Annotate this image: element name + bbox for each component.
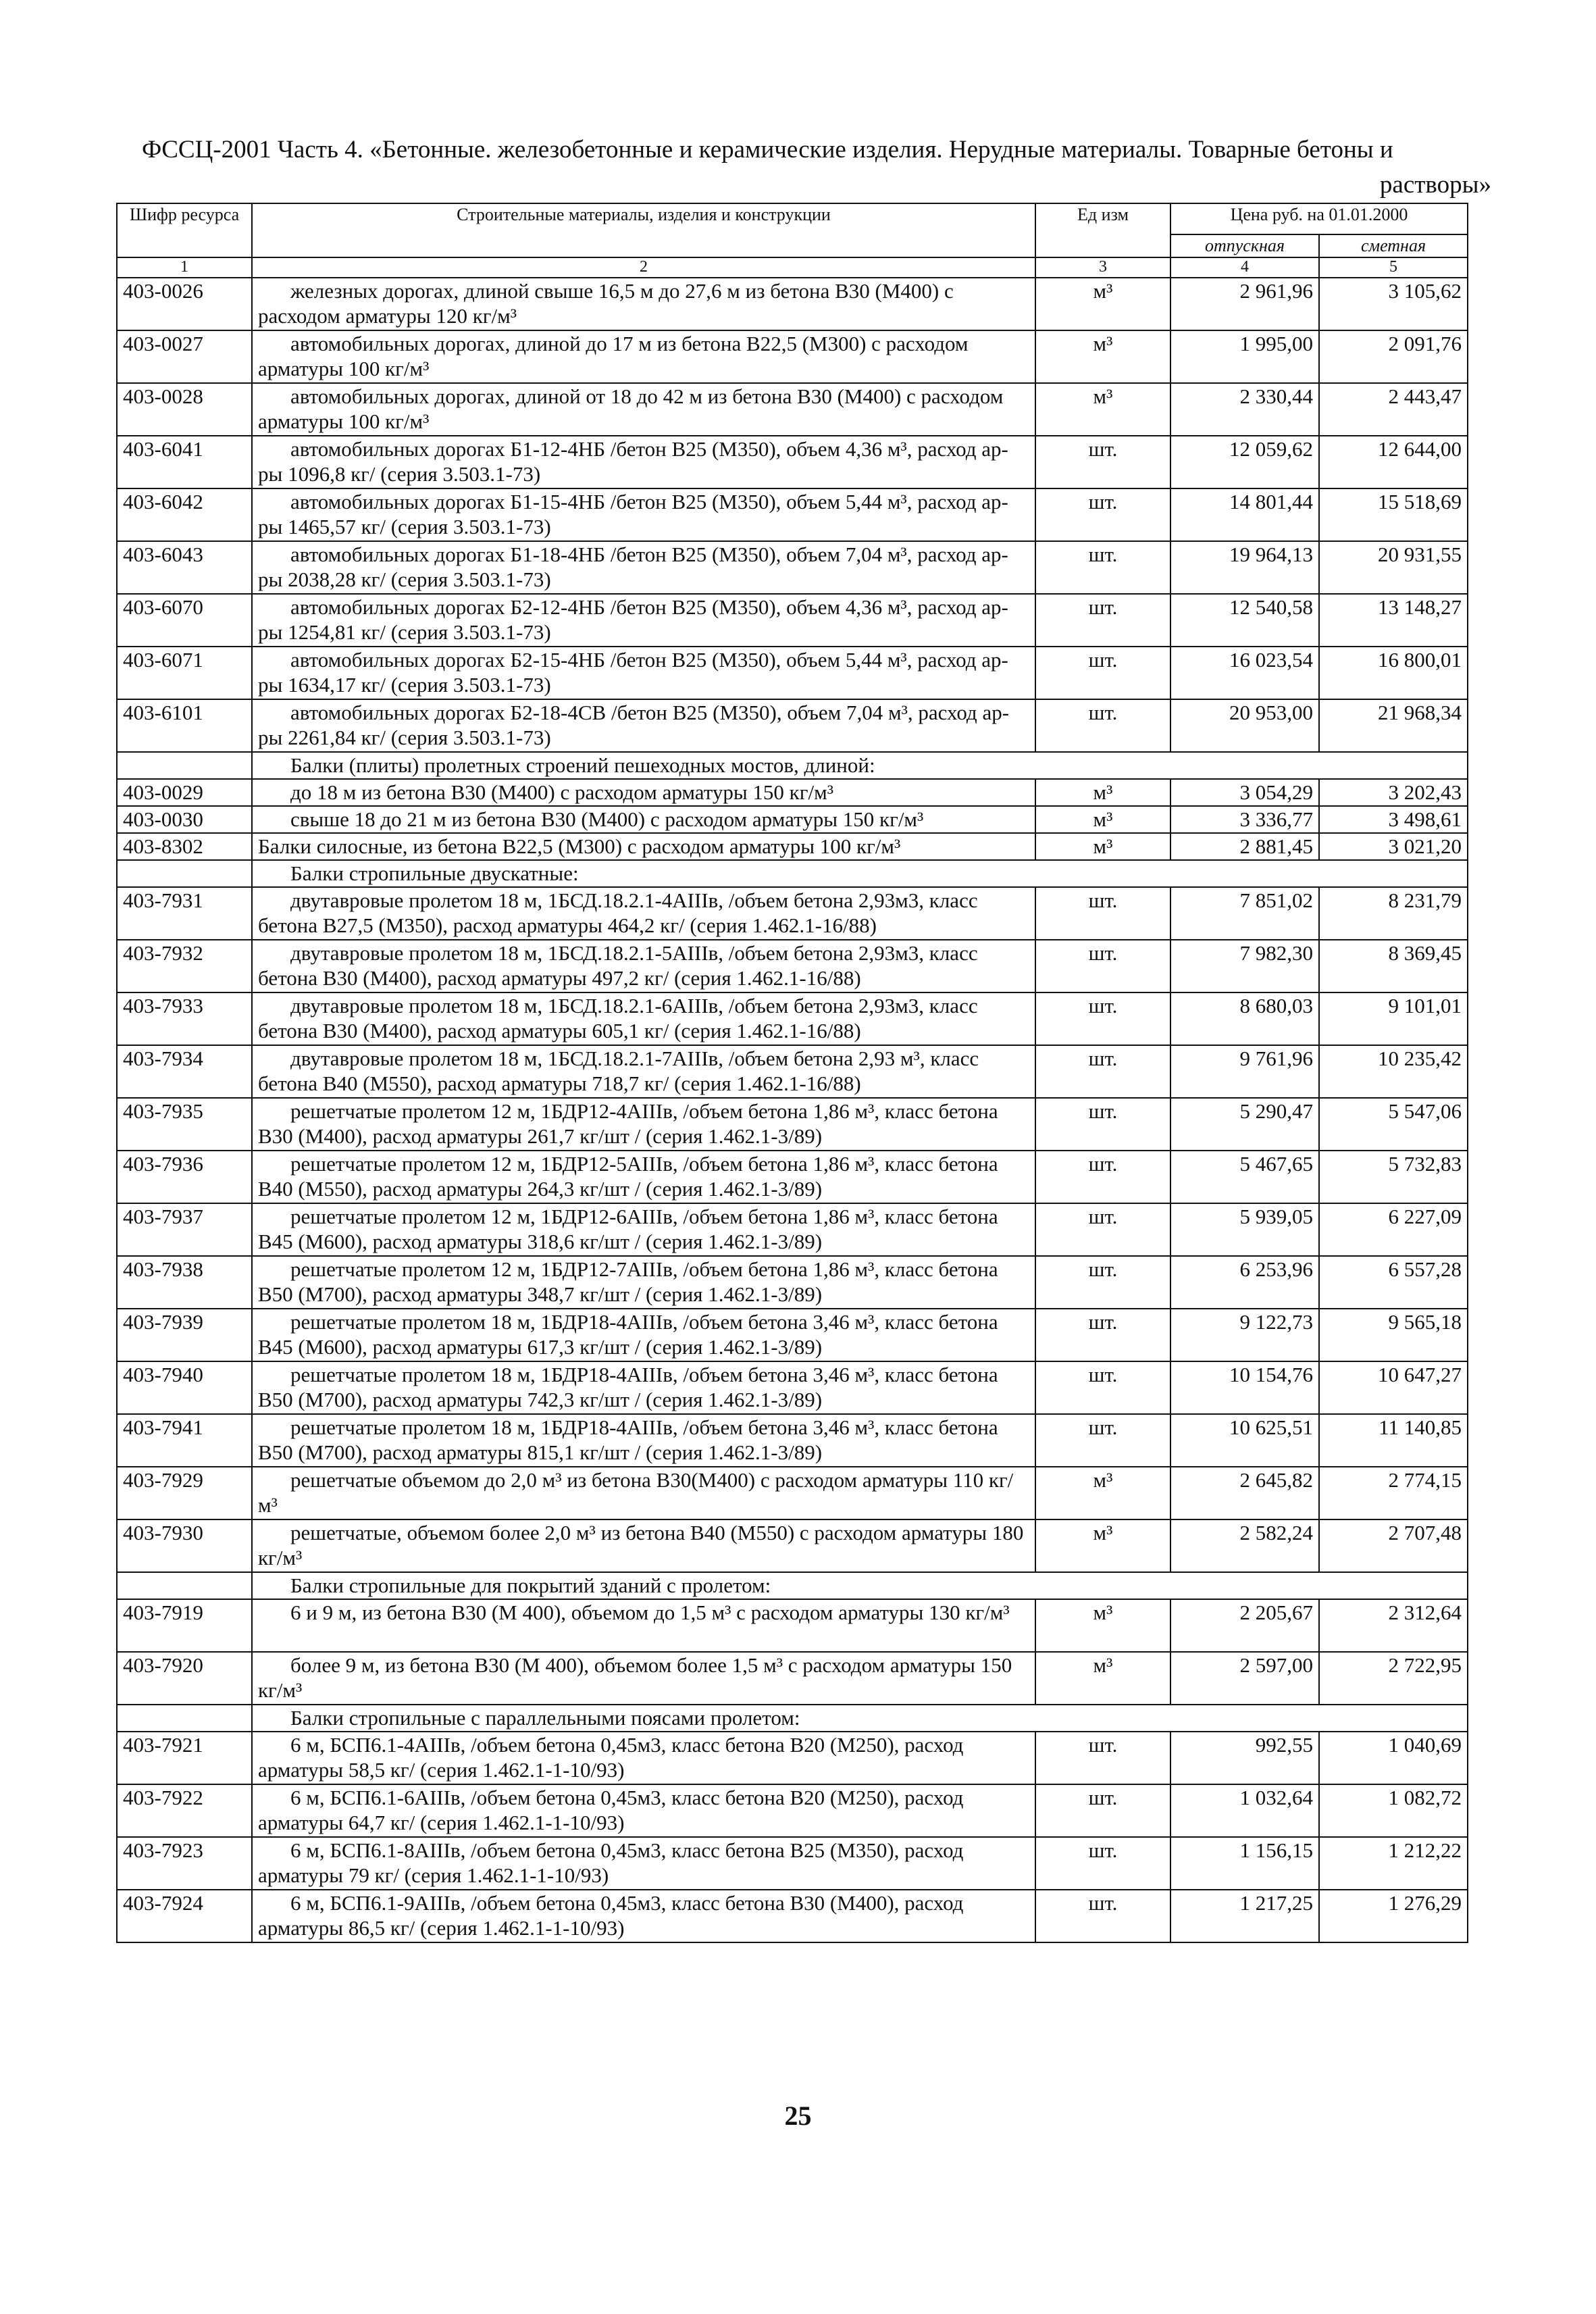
price-estimate-cell: 1 040,69: [1319, 1732, 1468, 1784]
table-row: [117, 1890, 1468, 1942]
table-row: [117, 1784, 1468, 1837]
price-estimate-cell: 2 774,15: [1319, 1467, 1468, 1519]
name-cell: до 18 м из бетона В30 (М400) с расходом арматуры 150 кг/м³: [252, 779, 1035, 806]
name-cell: автомобильных дорогах Б2-18-4СВ /бетон В25 (М350), объем 7,04 м³, расход ар-ры 2261,84 кг/ (серия 3.503.1-73): [252, 699, 1035, 752]
name-cell: более 9 м, из бетона В30 (М 400), объемом более 1,5 м³ с расходом арматуры 150 кг/м³: [252, 1652, 1035, 1705]
name-cell: Балки силосные, из бетона В22,5 (М300) с расходом арматуры 100 кг/м³: [252, 833, 1035, 860]
section-row: [117, 860, 1468, 887]
name-cell: автомобильных дорогах Б1-18-4НБ /бетон В25 (М350), объем 7,04 м³, расход ар-ры 2038,28 кг/ (серия 3.503.1-73): [252, 541, 1035, 594]
table-row: [117, 1599, 1468, 1652]
table-row: [117, 1467, 1468, 1519]
code-cell: 403-0026: [117, 278, 252, 330]
name-cell: автомобильных дорогах Б2-15-4НБ /бетон В25 (М350), объем 5,44 м³, расход ар-ры 1634,17 кг/ (серия 3.503.1-73): [252, 647, 1035, 699]
column-header-price-estimate: сметная: [1319, 234, 1468, 257]
page-header: [142, 132, 1491, 203]
code-cell: 403-7921: [117, 1732, 252, 1784]
code-cell: 403-7940: [117, 1361, 252, 1414]
section-title: Балки стропильные с параллельными поясами пролетом:: [252, 1705, 1468, 1732]
unit-cell: м³: [1035, 1519, 1170, 1572]
unit-cell: м³: [1035, 833, 1170, 860]
price-estimate-cell: 2 312,64: [1319, 1599, 1468, 1652]
name-cell: решетчатые, объемом более 2,0 м³ из бетона В40 (М550) с расходом арматуры 180 кг/м³: [252, 1519, 1035, 1572]
table-row: [117, 887, 1468, 940]
document-title-line-1: ФССЦ-2001 Часть 4. «Бетонные. железобетонные и керамические изделия. Нерудные материалы. Товарные бетоны и: [142, 136, 1393, 164]
code-cell: 403-7931: [117, 887, 252, 940]
column-header-code: Шифр ресурса: [117, 203, 252, 257]
code-cell: 403-7934: [117, 1045, 252, 1098]
price-release-cell: 9 122,73: [1170, 1309, 1319, 1361]
price-release-cell: 1 217,25: [1170, 1890, 1319, 1942]
table-row: [117, 806, 1468, 833]
column-header-price-release: отпускная: [1170, 234, 1319, 257]
unit-cell: м³: [1035, 383, 1170, 436]
name-cell: 6 и 9 м, из бетона В30 (М 400), объемом до 1,5 м³ с расходом арматуры 130 кг/м³: [252, 1599, 1035, 1652]
section-row: [117, 1705, 1468, 1732]
name-cell: автомобильных дорогах, длиной от 18 до 42 м из бетона В30 (М400) с расходом арматуры 100 кг/м³: [252, 383, 1035, 436]
price-estimate-cell: 5 732,83: [1319, 1151, 1468, 1203]
unit-cell: шт.: [1035, 541, 1170, 594]
unit-cell: шт.: [1035, 594, 1170, 647]
price-estimate-cell: 3 498,61: [1319, 806, 1468, 833]
column-number: 3: [1035, 257, 1170, 278]
code-cell: 403-7941: [117, 1414, 252, 1467]
section-title: Балки (плиты) пролетных строений пешеходных мостов, длиной:: [252, 752, 1468, 779]
table-row: [117, 1361, 1468, 1414]
code-cell: 403-6101: [117, 699, 252, 752]
table-header: [117, 203, 1468, 278]
price-release-cell: 12 540,58: [1170, 594, 1319, 647]
unit-cell: м³: [1035, 1652, 1170, 1705]
price-estimate-cell: 11 140,85: [1319, 1414, 1468, 1467]
price-release-cell: 3 054,29: [1170, 779, 1319, 806]
price-release-cell: 3 336,77: [1170, 806, 1319, 833]
column-number: 2: [252, 257, 1035, 278]
price-estimate-cell: 20 931,55: [1319, 541, 1468, 594]
name-cell: решетчатые объемом до 2,0 м³ из бетона В30(М400) с расходом арматуры 110 кг/м³: [252, 1467, 1035, 1519]
price-release-cell: 12 059,62: [1170, 436, 1319, 488]
name-cell: решетчатые пролетом 12 м, 1БДР12-4АIIIв, /объем бетона 1,86 м³, класс бетона В30 (М400), расход арматуры 261,7 кг/шт / (серия 1.462.1-3/89): [252, 1098, 1035, 1151]
price-estimate-cell: 9 565,18: [1319, 1309, 1468, 1361]
unit-cell: шт.: [1035, 1151, 1170, 1203]
table-row: [117, 1045, 1468, 1098]
unit-cell: шт.: [1035, 1414, 1170, 1467]
table-row: [117, 1414, 1468, 1467]
column-number: 4: [1170, 257, 1319, 278]
section-row: [117, 1572, 1468, 1599]
code-cell: 403-7929: [117, 1467, 252, 1519]
name-cell: автомобильных дорогах Б1-15-4НБ /бетон В25 (М350), объем 5,44 м³, расход ар-ры 1465,57 кг/ (серия 3.503.1-73): [252, 488, 1035, 541]
price-estimate-cell: 21 968,34: [1319, 699, 1468, 752]
unit-cell: шт.: [1035, 436, 1170, 488]
price-estimate-cell: 2 443,47: [1319, 383, 1468, 436]
code-cell: 403-7923: [117, 1837, 252, 1890]
price-release-cell: 5 939,05: [1170, 1203, 1319, 1256]
price-release-cell: 7 851,02: [1170, 887, 1319, 940]
name-cell: решетчатые пролетом 18 м, 1БДР18-4АIIIв, /объем бетона 3,46 м³, класс бетона В45 (М600), расход арматуры 617,3 кг/шт / (серия 1.462.1-3/89): [252, 1309, 1035, 1361]
table-row: [117, 833, 1468, 860]
page-number: 25: [784, 2101, 812, 2131]
name-cell: 6 м, БСП6.1-9АIIIв, /объем бетона 0,45м3, класс бетона В30 (М400), расход арматуры 86,5 кг/ (серия 1.462.1-1-10/93): [252, 1890, 1035, 1942]
code-cell: 403-6071: [117, 647, 252, 699]
code-cell: 403-6042: [117, 488, 252, 541]
name-cell: 6 м, БСП6.1-6АIIIв, /объем бетона 0,45м3, класс бетона В20 (М250), расход арматуры 64,7 кг/ (серия 1.462.1-1-10/93): [252, 1784, 1035, 1837]
unit-cell: шт.: [1035, 1837, 1170, 1890]
table-row: [117, 940, 1468, 992]
unit-cell: шт.: [1035, 1361, 1170, 1414]
section-title: Балки стропильные двускатные:: [252, 860, 1468, 887]
name-cell: автомобильных дорогах Б2-12-4НБ /бетон В25 (М350), объем 4,36 м³, расход ар-ры 1254,81 кг/ (серия 3.503.1-73): [252, 594, 1035, 647]
table-row: [117, 488, 1468, 541]
price-estimate-cell: 3 021,20: [1319, 833, 1468, 860]
price-estimate-cell: 1 276,29: [1319, 1890, 1468, 1942]
table-row: [117, 383, 1468, 436]
price-release-cell: 14 801,44: [1170, 488, 1319, 541]
price-release-cell: 1 032,64: [1170, 1784, 1319, 1837]
unit-cell: шт.: [1035, 699, 1170, 752]
price-release-cell: 16 023,54: [1170, 647, 1319, 699]
table-row: [117, 278, 1468, 330]
name-cell: решетчатые пролетом 18 м, 1БДР18-4АIIIв, /объем бетона 3,46 м³, класс бетона В50 (М700), расход арматуры 742,3 кг/шт / (серия 1.462.1-3/89): [252, 1361, 1035, 1414]
price-estimate-cell: 6 227,09: [1319, 1203, 1468, 1256]
code-cell: 403-7932: [117, 940, 252, 992]
table-row: [117, 1203, 1468, 1256]
table-row: [117, 1151, 1468, 1203]
unit-cell: шт.: [1035, 1256, 1170, 1309]
price-release-cell: 5 467,65: [1170, 1151, 1319, 1203]
name-cell: автомобильных дорогах Б1-12-4НБ /бетон В25 (М350), объем 4,36 м³, расход ар-ры 1096,8 кг/ (серия 3.503.1-73): [252, 436, 1035, 488]
price-release-cell: 2 645,82: [1170, 1467, 1319, 1519]
price-estimate-cell: 13 148,27: [1319, 594, 1468, 647]
unit-cell: м³: [1035, 278, 1170, 330]
code-cell: 403-0027: [117, 330, 252, 383]
code-cell: 403-7919: [117, 1599, 252, 1652]
table-row: [117, 436, 1468, 488]
code-cell: 403-0029: [117, 779, 252, 806]
price-release-cell: 2 330,44: [1170, 383, 1319, 436]
unit-cell: шт.: [1035, 1098, 1170, 1151]
unit-cell: шт.: [1035, 887, 1170, 940]
price-release-cell: 2 205,67: [1170, 1599, 1319, 1652]
unit-cell: м³: [1035, 330, 1170, 383]
unit-cell: шт.: [1035, 1045, 1170, 1098]
code-cell: [117, 752, 252, 779]
section-title: Балки стропильные для покрытий зданий с пролетом:: [252, 1572, 1468, 1599]
name-cell: свыше 18 до 21 м из бетона В30 (М400) с расходом арматуры 150 кг/м³: [252, 806, 1035, 833]
price-release-cell: 5 290,47: [1170, 1098, 1319, 1151]
price-release-cell: 10 625,51: [1170, 1414, 1319, 1467]
code-cell: 403-6043: [117, 541, 252, 594]
column-number: 5: [1319, 257, 1468, 278]
table-row: [117, 1309, 1468, 1361]
unit-cell: шт.: [1035, 992, 1170, 1045]
price-release-cell: 10 154,76: [1170, 1361, 1319, 1414]
price-estimate-cell: 9 101,01: [1319, 992, 1468, 1045]
table-row: [117, 647, 1468, 699]
price-estimate-cell: 3 105,62: [1319, 278, 1468, 330]
code-cell: 403-6070: [117, 594, 252, 647]
code-cell: 403-7933: [117, 992, 252, 1045]
price-release-cell: 8 680,03: [1170, 992, 1319, 1045]
unit-cell: м³: [1035, 1467, 1170, 1519]
unit-cell: шт.: [1035, 1732, 1170, 1784]
price-release-cell: 2 961,96: [1170, 278, 1319, 330]
column-number: 1: [117, 257, 252, 278]
table-row: [117, 699, 1468, 752]
name-cell: железных дорогах, длиной свыше 16,5 м до 27,6 м из бетона В30 (М400) с расходом арматуры 120 кг/м³: [252, 278, 1035, 330]
unit-cell: м³: [1035, 779, 1170, 806]
code-cell: 403-0028: [117, 383, 252, 436]
name-cell: двутавровые пролетом 18 м, 1БСД.18.2.1-4АIIIв, /объем бетона 2,93м3, класс бетона В27,5 (М350), расход арматуры 464,2 кг/ (серия 1.462.1-16/88): [252, 887, 1035, 940]
code-cell: 403-7924: [117, 1890, 252, 1942]
price-release-cell: 7 982,30: [1170, 940, 1319, 992]
table-row: [117, 779, 1468, 806]
table-row: [117, 1098, 1468, 1151]
code-cell: [117, 1705, 252, 1732]
unit-cell: м³: [1035, 1599, 1170, 1652]
price-estimate-cell: 6 557,28: [1319, 1256, 1468, 1309]
name-cell: двутавровые пролетом 18 м, 1БСД.18.2.1-5АIIIв, /объем бетона 2,93м3, класс бетона В30 (М400), расход арматуры 497,2 кг/ (серия 1.462.1-16/88): [252, 940, 1035, 992]
table-row: [117, 1652, 1468, 1705]
table-body: [117, 278, 1468, 1942]
code-cell: 403-7936: [117, 1151, 252, 1203]
price-release-cell: 19 964,13: [1170, 541, 1319, 594]
price-estimate-cell: 8 231,79: [1319, 887, 1468, 940]
price-estimate-cell: 5 547,06: [1319, 1098, 1468, 1151]
unit-cell: шт.: [1035, 1309, 1170, 1361]
price-estimate-cell: 10 647,27: [1319, 1361, 1468, 1414]
price-release-cell: 2 881,45: [1170, 833, 1319, 860]
price-table: [116, 203, 1468, 1943]
price-estimate-cell: 3 202,43: [1319, 779, 1468, 806]
price-estimate-cell: 12 644,00: [1319, 436, 1468, 488]
price-estimate-cell: 2 722,95: [1319, 1652, 1468, 1705]
price-release-cell: 20 953,00: [1170, 699, 1319, 752]
unit-cell: шт.: [1035, 1784, 1170, 1837]
unit-cell: шт.: [1035, 1890, 1170, 1942]
code-cell: 403-7935: [117, 1098, 252, 1151]
code-cell: 403-0030: [117, 806, 252, 833]
code-cell: 403-7920: [117, 1652, 252, 1705]
name-cell: автомобильных дорогах, длиной до 17 м из бетона В22,5 (М300) с расходом арматуры 100 кг/м³: [252, 330, 1035, 383]
name-cell: решетчатые пролетом 12 м, 1БДР12-5АIIIв, /объем бетона 1,86 м³, класс бетона В40 (М550), расход арматуры 264,3 кг/шт / (серия 1.462.1-3/89): [252, 1151, 1035, 1203]
price-release-cell: 1 995,00: [1170, 330, 1319, 383]
name-cell: решетчатые пролетом 12 м, 1БДР12-7АIIIв, /объем бетона 1,86 м³, класс бетона В50 (М700), расход арматуры 348,7 кг/шт / (серия 1.462.1-3/89): [252, 1256, 1035, 1309]
unit-cell: шт.: [1035, 1203, 1170, 1256]
price-estimate-cell: 2 091,76: [1319, 330, 1468, 383]
code-cell: 403-7937: [117, 1203, 252, 1256]
column-header-name: Строительные материалы, изделия и конструкции: [252, 203, 1035, 257]
code-cell: 403-7939: [117, 1309, 252, 1361]
column-header-price-group: Цена руб. на 01.01.2000: [1170, 203, 1468, 234]
table-row: [117, 1256, 1468, 1309]
price-release-cell: 9 761,96: [1170, 1045, 1319, 1098]
table-row: [117, 1732, 1468, 1784]
price-release-cell: 992,55: [1170, 1732, 1319, 1784]
unit-cell: шт.: [1035, 488, 1170, 541]
price-estimate-cell: 2 707,48: [1319, 1519, 1468, 1572]
table-row: [117, 594, 1468, 647]
table-row: [117, 330, 1468, 383]
code-cell: 403-7922: [117, 1784, 252, 1837]
name-cell: 6 м, БСП6.1-8АIIIв, /объем бетона 0,45м3, класс бетона В25 (М350), расход арматуры 79 кг/ (серия 1.462.1-1-10/93): [252, 1837, 1035, 1890]
price-release-cell: 6 253,96: [1170, 1256, 1319, 1309]
column-header-unit: Ед изм: [1035, 203, 1170, 257]
price-estimate-cell: 15 518,69: [1319, 488, 1468, 541]
table-row: [117, 1837, 1468, 1890]
price-estimate-cell: 1 082,72: [1319, 1784, 1468, 1837]
price-estimate-cell: 1 212,22: [1319, 1837, 1468, 1890]
table-row: [117, 1519, 1468, 1572]
table-row: [117, 992, 1468, 1045]
name-cell: решетчатые пролетом 18 м, 1БДР18-4АIIIв, /объем бетона 3,46 м³, класс бетона В50 (М700), расход арматуры 815,1 кг/шт / (серия 1.462.1-3/89): [252, 1414, 1035, 1467]
name-cell: двутавровые пролетом 18 м, 1БСД.18.2.1-6АIIIв, /объем бетона 2,93м3, класс бетона В30 (М400), расход арматуры 605,1 кг/ (серия 1.462.1-16/88): [252, 992, 1035, 1045]
code-cell: 403-7930: [117, 1519, 252, 1572]
price-estimate-cell: 16 800,01: [1319, 647, 1468, 699]
code-cell: [117, 1572, 252, 1599]
price-estimate-cell: 8 369,45: [1319, 940, 1468, 992]
table-row: [117, 541, 1468, 594]
name-cell: решетчатые пролетом 12 м, 1БДР12-6АIIIв, /объем бетона 1,86 м³, класс бетона В45 (М600), расход арматуры 318,6 кг/шт / (серия 1.462.1-3/89): [252, 1203, 1035, 1256]
price-release-cell: 2 582,24: [1170, 1519, 1319, 1572]
code-cell: 403-6041: [117, 436, 252, 488]
price-estimate-cell: 10 235,42: [1319, 1045, 1468, 1098]
document-title-line-2: растворы»: [1379, 171, 1491, 199]
code-cell: 403-8302: [117, 833, 252, 860]
unit-cell: м³: [1035, 806, 1170, 833]
price-release-cell: 2 597,00: [1170, 1652, 1319, 1705]
unit-cell: шт.: [1035, 647, 1170, 699]
code-cell: 403-7938: [117, 1256, 252, 1309]
price-release-cell: 1 156,15: [1170, 1837, 1319, 1890]
section-row: [117, 752, 1468, 779]
name-cell: 6 м, БСП6.1-4АIIIв, /объем бетона 0,45м3, класс бетона В20 (М250), расход арматуры 58,5 кг/ (серия 1.462.1-1-10/93): [252, 1732, 1035, 1784]
unit-cell: шт.: [1035, 940, 1170, 992]
name-cell: двутавровые пролетом 18 м, 1БСД.18.2.1-7АIIIв, /объем бетона 2,93 м³, класс бетона В40 (М550), расход арматуры 718,7 кг/ (серия 1.462.1-16/88): [252, 1045, 1035, 1098]
code-cell: [117, 860, 252, 887]
